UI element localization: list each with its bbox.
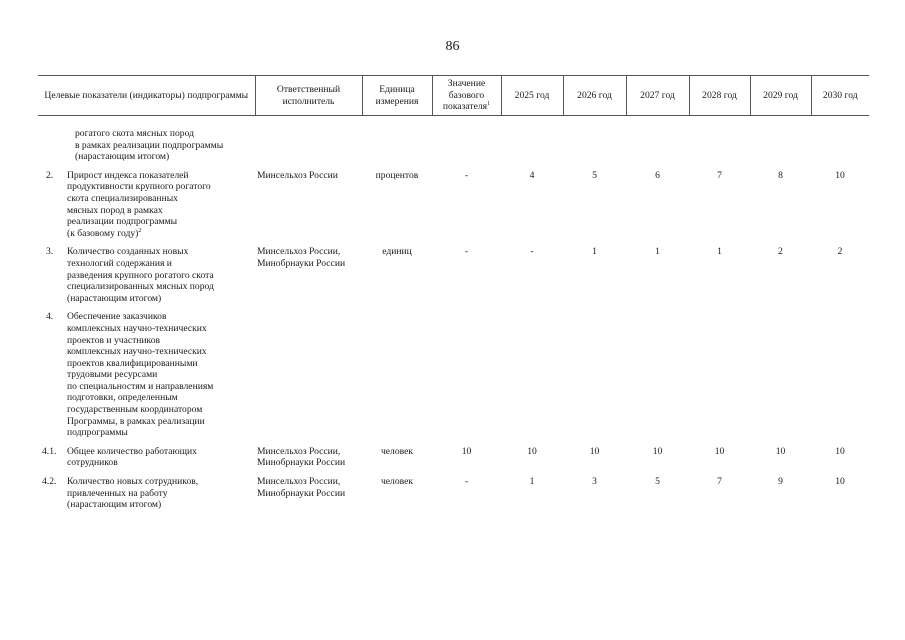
header-unit-label: Единица измерения (375, 83, 419, 107)
value-2028-cell: 1 (717, 246, 722, 258)
header-2025 (501, 76, 563, 116)
header-responsible (255, 76, 362, 116)
value-2030-cell: 10 (835, 169, 845, 181)
header-2026 (563, 76, 626, 116)
value-2026-cell: 3 (592, 476, 597, 488)
value-2026-cell: 5 (592, 169, 597, 181)
indicator-cell (38, 170, 255, 240)
value-2028-cell (689, 128, 750, 163)
value-2030-cell: 10 (835, 445, 845, 457)
value-2026-cell: 1 (592, 246, 597, 258)
table-row (38, 246, 869, 304)
unit-cell (362, 128, 432, 163)
indicators-table (38, 75, 869, 511)
unit-cell: человек (380, 445, 414, 457)
value-2029-cell: 9 (778, 476, 783, 488)
table-row (38, 476, 869, 511)
responsible-cell: Минсельхоз России (257, 169, 338, 181)
value-2030-cell: 10 (835, 476, 845, 488)
indicator-cell: рогатого скота мясных пород в рамках реализации подпрограммы (нарастающим итогом) (75, 128, 224, 163)
page-number: 86 (445, 39, 460, 54)
responsible-cell: Минсельхоз России, Минобрнауки России (257, 246, 346, 269)
indicator-text: Количество созданных новых технологий содержания и разведения крупного рогатого скота специализированных мясных пород (нарастающим итогом) (67, 246, 214, 304)
value-2025-cell: 1 (529, 476, 535, 488)
value-2027-cell: 6 (655, 169, 660, 181)
indicator-text: Количество новых сотрудников, привлеченных на работу (нарастающим итогом) (67, 476, 199, 511)
header-2028 (689, 76, 750, 116)
header-2029-label: 2029 год (763, 89, 798, 101)
value-2029-cell: 2 (778, 246, 783, 258)
row-number: 4.2. (42, 476, 57, 488)
header-2030 (811, 76, 869, 116)
header-2029 (750, 76, 811, 116)
indicator-cell (38, 446, 255, 469)
value-2029-cell (750, 128, 811, 163)
value-2027-cell (626, 311, 689, 439)
value-2025-cell: - (530, 246, 534, 258)
value-2028-cell: 7 (717, 476, 722, 488)
unit-cell: процентов (375, 169, 419, 181)
value-2029-cell: 8 (778, 169, 783, 181)
header-2026-label: 2026 год (577, 89, 612, 101)
indicator-cell (38, 476, 255, 511)
row-number: 2. (46, 169, 54, 181)
table-header (38, 76, 869, 116)
indicator-text: Прирост индекса показателей продуктивности крупного рогатого скота специализированных мясных пород в рамках реализации подпрограммы (к базовому году) (67, 169, 211, 239)
value-2028-cell: 7 (717, 169, 722, 181)
table-row (38, 311, 869, 439)
footnote-marker: 2 (138, 227, 142, 234)
row-number: 3. (46, 246, 54, 258)
base-value-cell: - (464, 476, 469, 488)
indicator-text: Общее количество работающих сотрудников (67, 445, 197, 469)
value-2025-cell (501, 311, 563, 439)
row-number: 4. (46, 311, 54, 323)
value-2028-cell (689, 311, 750, 439)
table-row (38, 128, 869, 163)
value-2026-cell (563, 128, 626, 163)
value-2030-cell (811, 311, 869, 439)
value-2027-cell: 5 (655, 476, 660, 488)
responsible-cell (255, 311, 362, 439)
value-2025-cell: 10 (527, 445, 537, 457)
base-value-cell (432, 128, 501, 163)
header-indicator (38, 76, 255, 116)
value-2028-cell: 10 (714, 445, 725, 457)
value-2027-cell: 10 (652, 445, 663, 457)
value-2029-cell: 10 (775, 445, 786, 457)
responsible-cell (255, 128, 362, 163)
value-2030-cell: 2 (837, 246, 843, 258)
value-2027-cell (626, 128, 689, 163)
header-2025-label: 2025 год (514, 89, 550, 101)
base-value-cell: 10 (461, 445, 472, 457)
header-base-value (432, 76, 501, 116)
header-base-label: Значение базового показателя (442, 78, 488, 113)
responsible-cell: Минсельхоз России, Минобрнауки России (257, 476, 346, 499)
value-2025-cell: 4 (529, 169, 535, 181)
header-2028-label: 2028 год (702, 89, 737, 101)
value-2026-cell: 10 (589, 445, 600, 457)
table-row (38, 170, 869, 240)
header-responsible-label: Ответственный исполнитель (276, 83, 341, 107)
base-value-cell: - (464, 246, 469, 258)
footnote-marker: 1 (487, 101, 491, 108)
table-row (38, 446, 869, 469)
unit-cell (362, 311, 432, 439)
responsible-cell: Минсельхоз России, Минобрнауки России (257, 445, 346, 469)
row-number: 4.1. (42, 445, 57, 457)
unit-cell: человек (380, 476, 414, 488)
header-unit (362, 76, 432, 116)
base-value-cell: - (464, 169, 469, 181)
header-2027 (626, 76, 689, 116)
value-2025-cell (501, 128, 563, 163)
indicator-cell (38, 311, 255, 439)
base-value-cell (432, 311, 501, 439)
indicator-text: Обеспечение заказчиков комплексных научно-технических проектов и участников комплексных научно-технических проектов квалифицированными трудовыми ресурсами по специальностям и направлениям подготовки, определенным государственным координатором Программы, в рамках реализации подпрограммы (67, 311, 214, 439)
value-2026-cell (563, 311, 626, 439)
header-2030-label: 2030 год (822, 89, 858, 101)
indicator-cell (38, 246, 255, 304)
value-2027-cell: 1 (655, 246, 660, 258)
value-2030-cell (811, 128, 869, 163)
header-indicator-label: Целевые показатели (индикаторы) подпрограммы (44, 89, 249, 101)
unit-cell: единиц (382, 246, 412, 258)
value-2029-cell (750, 311, 811, 439)
header-2027-label: 2027 год (640, 89, 675, 101)
